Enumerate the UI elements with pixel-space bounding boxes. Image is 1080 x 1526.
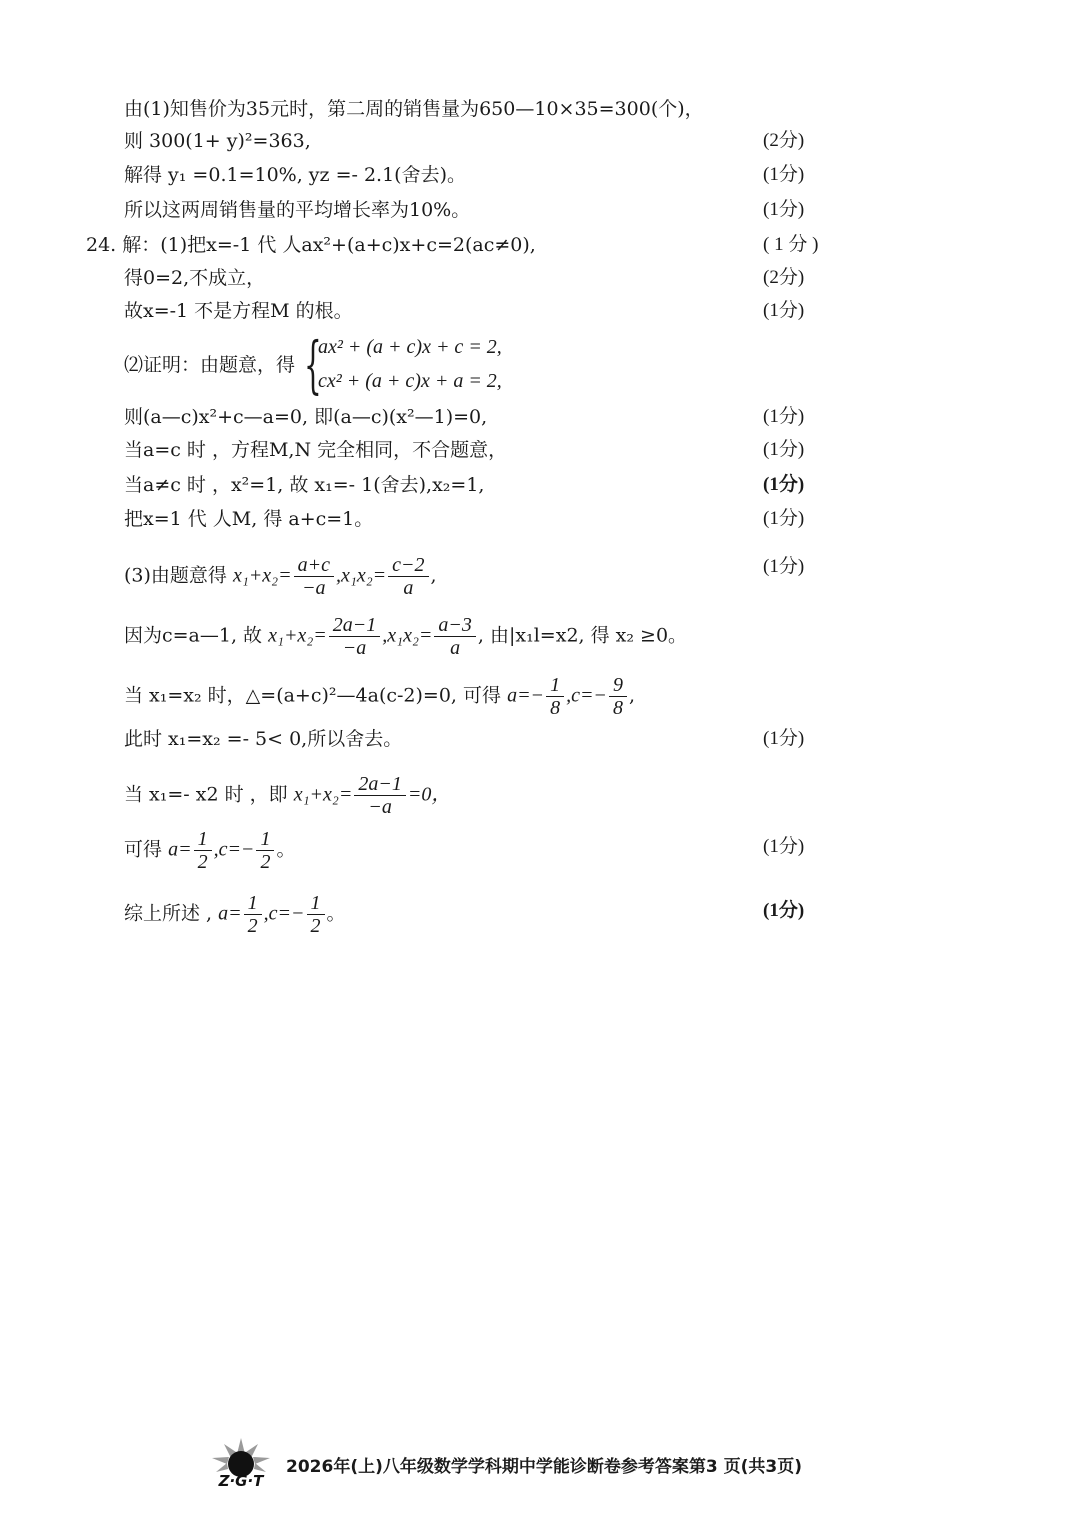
line-14: 因为c=a—1, 故 x₁+x₂= $\frac{2a-1}{-a}$ ,x₁x₂= $\frac{a-3}{a}$ , 由|x₁l=x2, 得 x₂ ≥0。	[124, 614, 688, 659]
score-label: (1分)	[763, 508, 805, 529]
fraction: $\frac{2a-1}{-a}$	[354, 773, 406, 818]
line-13: (3)由题意得 x₁+x₂= $\frac{a+c}{-a}$ ,x₁x₂= $\frac{c-2}{a}$ , (1分)	[124, 554, 805, 599]
score-label: (1分)	[763, 164, 805, 185]
line-19: 综上所述 , a= $\frac{1}{2}$ ,c=− $\frac{1}{2}$ 。 (1分)	[124, 892, 805, 937]
score-label: (1分)	[763, 836, 805, 857]
equation-system: ⑵证明：由题意，得 { ax² + (a + c)x + c = 2, cx² + (a + c)x + a = 2,	[124, 328, 502, 401]
fraction: $\frac{1}{2}$	[244, 892, 262, 937]
score-label: (1分)	[763, 300, 805, 321]
score-label: (1分)	[763, 556, 805, 577]
fraction: $\frac{1}{2}$	[256, 828, 274, 873]
line-15: 当 x₁=x₂ 时，△=(a+c)²—4a(c-2)=0, 可得 a=− $\frac{1}{8}$ ,c=− $\frac{9}{8}$ ,	[124, 674, 635, 719]
score-label: (1分)	[763, 474, 805, 495]
line-17: 当 x₁=- x2 时 ，即 x₁+x₂= $\frac{2a-1}{-a}$ =0，	[124, 773, 452, 818]
line-18: 可得 a= $\frac{1}{2}$ ,c=− $\frac{1}{2}$ 。 (1分)	[124, 828, 805, 873]
svg-text:Z·G·T: Z·G·T	[218, 1472, 264, 1490]
fraction: $\frac{a-3}{a}$	[434, 614, 476, 659]
fraction: $\frac{a+c}{-a}$	[294, 554, 334, 599]
score-label: (1分)	[763, 900, 805, 921]
fraction: $\frac{2a-1}{-a}$	[329, 614, 381, 659]
zgt-logo-icon	[206, 1436, 276, 1496]
score-label: (1分)	[763, 439, 805, 460]
page-footer: 2026年(上)八年级数学学科期中学能诊断卷参考答案第3 页(共3页)	[286, 1457, 802, 1477]
score-label: (1分)	[763, 199, 805, 220]
fraction: $\frac{9}{8}$	[609, 674, 627, 719]
fraction: $\frac{1}{8}$	[546, 674, 564, 719]
fraction: $\frac{1}{2}$	[307, 892, 325, 937]
fraction: $\frac{c-2}{a}$	[388, 554, 428, 599]
score-label: (2分)	[763, 267, 805, 288]
score-label: ( 1 分 )	[763, 234, 819, 255]
score-label: (1分)	[763, 406, 805, 427]
score-label: (1分)	[763, 728, 805, 749]
brace-symbol: {	[304, 328, 322, 401]
score-label: (2分)	[763, 130, 805, 151]
fraction: $\frac{1}{2}$	[194, 828, 212, 873]
